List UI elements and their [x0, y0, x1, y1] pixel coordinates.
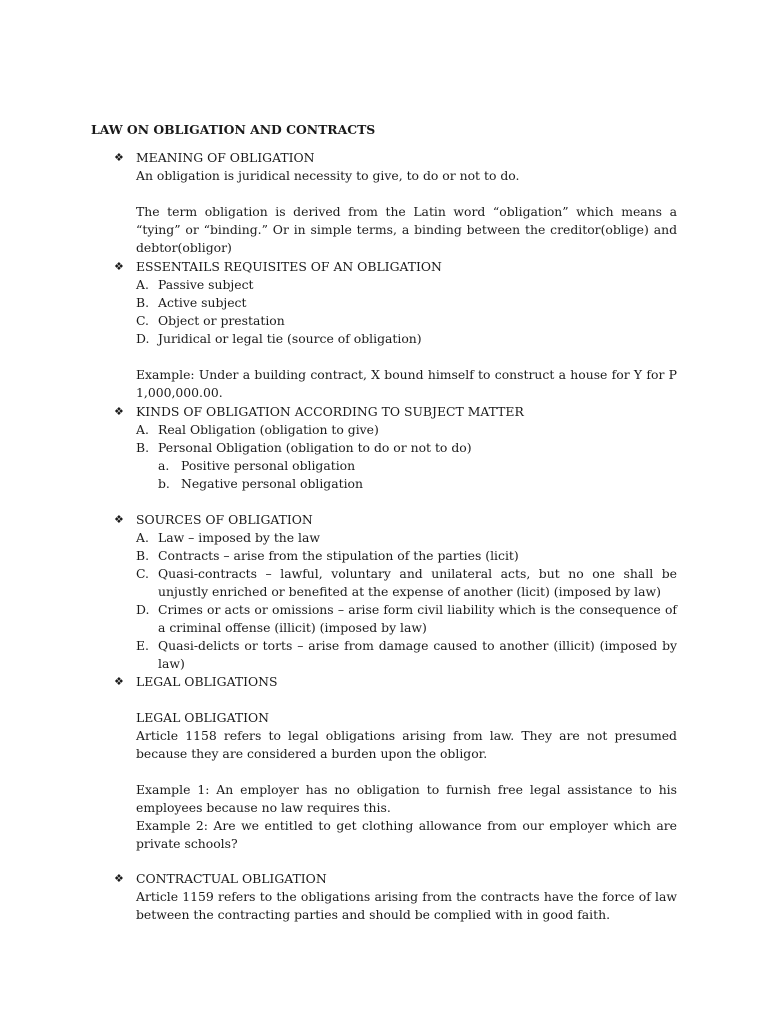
section-meaning: [114, 149, 677, 257]
article-paragraph: Article 1159 refers to the obligations arising from the contracts have the force of law between the contracting parties and should be complied with in good faith.: [136, 889, 677, 922]
diamond-bullet-icon: ❖: [114, 513, 124, 526]
example-paragraph: Example 1: An employer has no obligation to furnish free legal assistance to his employees because no law requires this.: [136, 782, 677, 815]
list-item-text: Juridical or legal tie (source of obligation): [158, 331, 422, 346]
section-heading: CONTRACTUAL OBLIGATION: [136, 871, 327, 886]
list-marker: D.: [136, 331, 150, 346]
list-item-text: Active subject: [158, 295, 247, 310]
list-marker: C.: [136, 313, 149, 328]
list-item: [136, 312, 677, 330]
personal-obligation-sublist: [158, 457, 677, 493]
section-heading: LEGAL OBLIGATIONS: [136, 674, 278, 689]
list-marker: A.: [136, 530, 149, 545]
etymology-paragraph: The term obligation is derived from the Latin word “obligation” which means a “tying” or “binding.” Or in simple terms, a binding between the creditor(oblige) and debtor(obligor): [136, 204, 677, 255]
list-marker: C.: [136, 566, 149, 581]
list-item-text: Quasi-contracts – lawful, voluntary and unilateral acts, but no one shall be unjustly enriched or benefited at the expense of another (licit) (imposed by law): [158, 566, 677, 599]
list-item: [136, 421, 677, 439]
list-item-text: Passive subject: [158, 277, 254, 292]
list-item-text: Object or prestation: [158, 313, 285, 328]
example-paragraph: Example: Under a building contract, X bound himself to construct a house for Y for P 1,000,000.00.: [136, 367, 677, 400]
section-heading: KINDS OF OBLIGATION ACCORDING TO SUBJECT MATTER: [136, 404, 524, 419]
list-item: [158, 457, 677, 475]
list-item: [136, 330, 677, 348]
subheading: LEGAL OBLIGATION: [136, 710, 269, 725]
list-item-text: Quasi-delicts or torts – arise from damage caused to another (illicit) (imposed by law): [158, 638, 677, 671]
list-marker: E.: [136, 638, 149, 653]
list-marker: B.: [136, 295, 150, 310]
requisites-list: [136, 276, 677, 348]
list-item-text: Positive personal obligation: [181, 458, 356, 473]
page-title: LAW ON OBLIGATION AND CONTRACTS: [91, 122, 376, 137]
diamond-bullet-icon: ❖: [114, 872, 124, 885]
example-paragraph: Example 2: Are we entitled to get clothing allowance from our employer which are private schools?: [136, 818, 677, 851]
list-item: [136, 601, 677, 637]
list-item: [136, 439, 677, 457]
list-item-text: Crimes or acts or omissions – arise form civil liability which is the consequence of a criminal offense (illicit) (imposed by law): [158, 602, 677, 635]
list-item: [136, 294, 677, 312]
section-kinds: [114, 403, 677, 493]
list-marker: b.: [158, 476, 170, 491]
list-item-text: Personal Obligation (obligation to do or not to do): [158, 440, 472, 455]
list-item: [136, 565, 677, 601]
list-item: [136, 547, 677, 565]
list-item: [136, 276, 677, 294]
diamond-bullet-icon: ❖: [114, 675, 124, 688]
list-marker: B.: [136, 548, 150, 563]
definition-paragraph: An obligation is juridical necessity to give, to do or not to do.: [136, 168, 520, 183]
section-heading: MEANING OF OBLIGATION: [136, 150, 315, 165]
section-heading: ESSENTAILS REQUISITES OF AN OBLIGATION: [136, 259, 442, 274]
list-item: [136, 637, 677, 673]
list-item: [136, 529, 677, 547]
section-sources: [114, 511, 677, 673]
list-item-text: Law – imposed by the law: [158, 530, 321, 545]
section-heading: SOURCES OF OBLIGATION: [136, 512, 313, 527]
article-paragraph: Article 1158 refers to legal obligations arising from law. They are not presumed because they are considered a burden upon the obligor.: [136, 728, 677, 761]
list-marker: D.: [136, 602, 150, 617]
list-marker: a.: [158, 458, 170, 473]
list-item-text: Real Obligation (obligation to give): [158, 422, 379, 437]
diamond-bullet-icon: ❖: [114, 151, 124, 164]
section-legal: [114, 673, 677, 853]
section-contractual: [114, 870, 677, 924]
sources-list: [136, 529, 677, 673]
list-item: [158, 475, 677, 493]
list-marker: A.: [136, 277, 149, 292]
list-marker: A.: [136, 422, 149, 437]
diamond-bullet-icon: ❖: [114, 260, 124, 273]
diamond-bullet-icon: ❖: [114, 405, 124, 418]
kinds-list: [136, 421, 677, 457]
list-marker: B.: [136, 440, 150, 455]
section-requisites: [114, 258, 677, 402]
list-item-text: Negative personal obligation: [181, 476, 363, 491]
list-item-text: Contracts – arise from the stipulation of the parties (licit): [158, 548, 519, 563]
